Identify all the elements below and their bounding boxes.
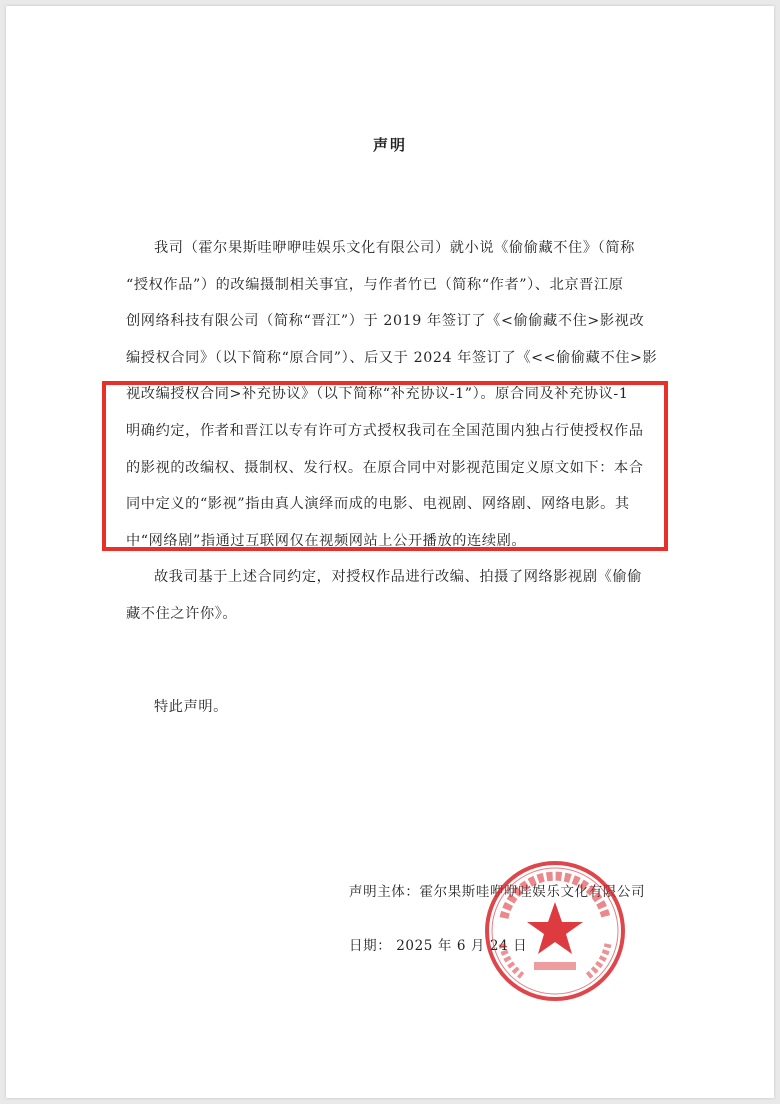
paragraph-line: 创网络科技有限公司（简称“晋江”）于 2019 年签订了《<偷偷藏不住>影视改 — [126, 313, 645, 330]
page-title: 声明 — [372, 136, 407, 154]
paragraph-line: 同中定义的“影视”指由真人演绎而成的电影、电视剧、网络剧、网络电影。其 — [126, 496, 630, 513]
paragraph-gap — [126, 633, 666, 689]
paragraph-line: 中“网络剧”指通过互联网仅在视频网站上公开播放的连续剧。 — [126, 532, 527, 549]
paragraph-line: 藏不住之许你》。 — [126, 605, 238, 622]
paragraph-line: 我司（霍尔果斯哇咿咿哇娱乐文化有限公司）就小说《偷偷藏不住》（简称 — [154, 240, 635, 256]
signatory-line: 声明主体：霍尔果斯哇咿咿哇娱乐文化有限公司 — [349, 884, 646, 900]
paragraph-line: 编授权合同》（以下简称“原合同”）、后又于 2024 年签订了《<<偷偷藏不住>影 — [126, 349, 658, 366]
company-seal-icon — [482, 858, 628, 1004]
highlight-annotation-box — [102, 381, 668, 551]
document-page — [6, 6, 774, 1098]
paragraph-line: 视改编授权合同>补充协议》（以下简称“补充协议-1”）。原合同及补充协议-1 — [126, 386, 629, 403]
paragraph-line: “授权作品”）的改编摄制相关事宜，与作者竹已（简称“作者”）、北京晋江原 — [126, 276, 624, 293]
date-line: 日期： 2025 年 6 月 24 日 — [349, 938, 528, 954]
paragraph-line: 的影视的改编权、摄制权、发行权。在原合同中对影视范围定义原文如下：本合 — [126, 459, 644, 476]
closing-line: 特此声明。 — [154, 698, 228, 715]
paragraph-line: 明确约定，作者和晋江以专有许可方式授权我司在全国范围内独占行使授权作品 — [126, 422, 644, 439]
paragraph-line: 故我司基于上述合同约定，对授权作品进行改编、拍摄了网络影视剧《偷偷 — [154, 569, 642, 586]
